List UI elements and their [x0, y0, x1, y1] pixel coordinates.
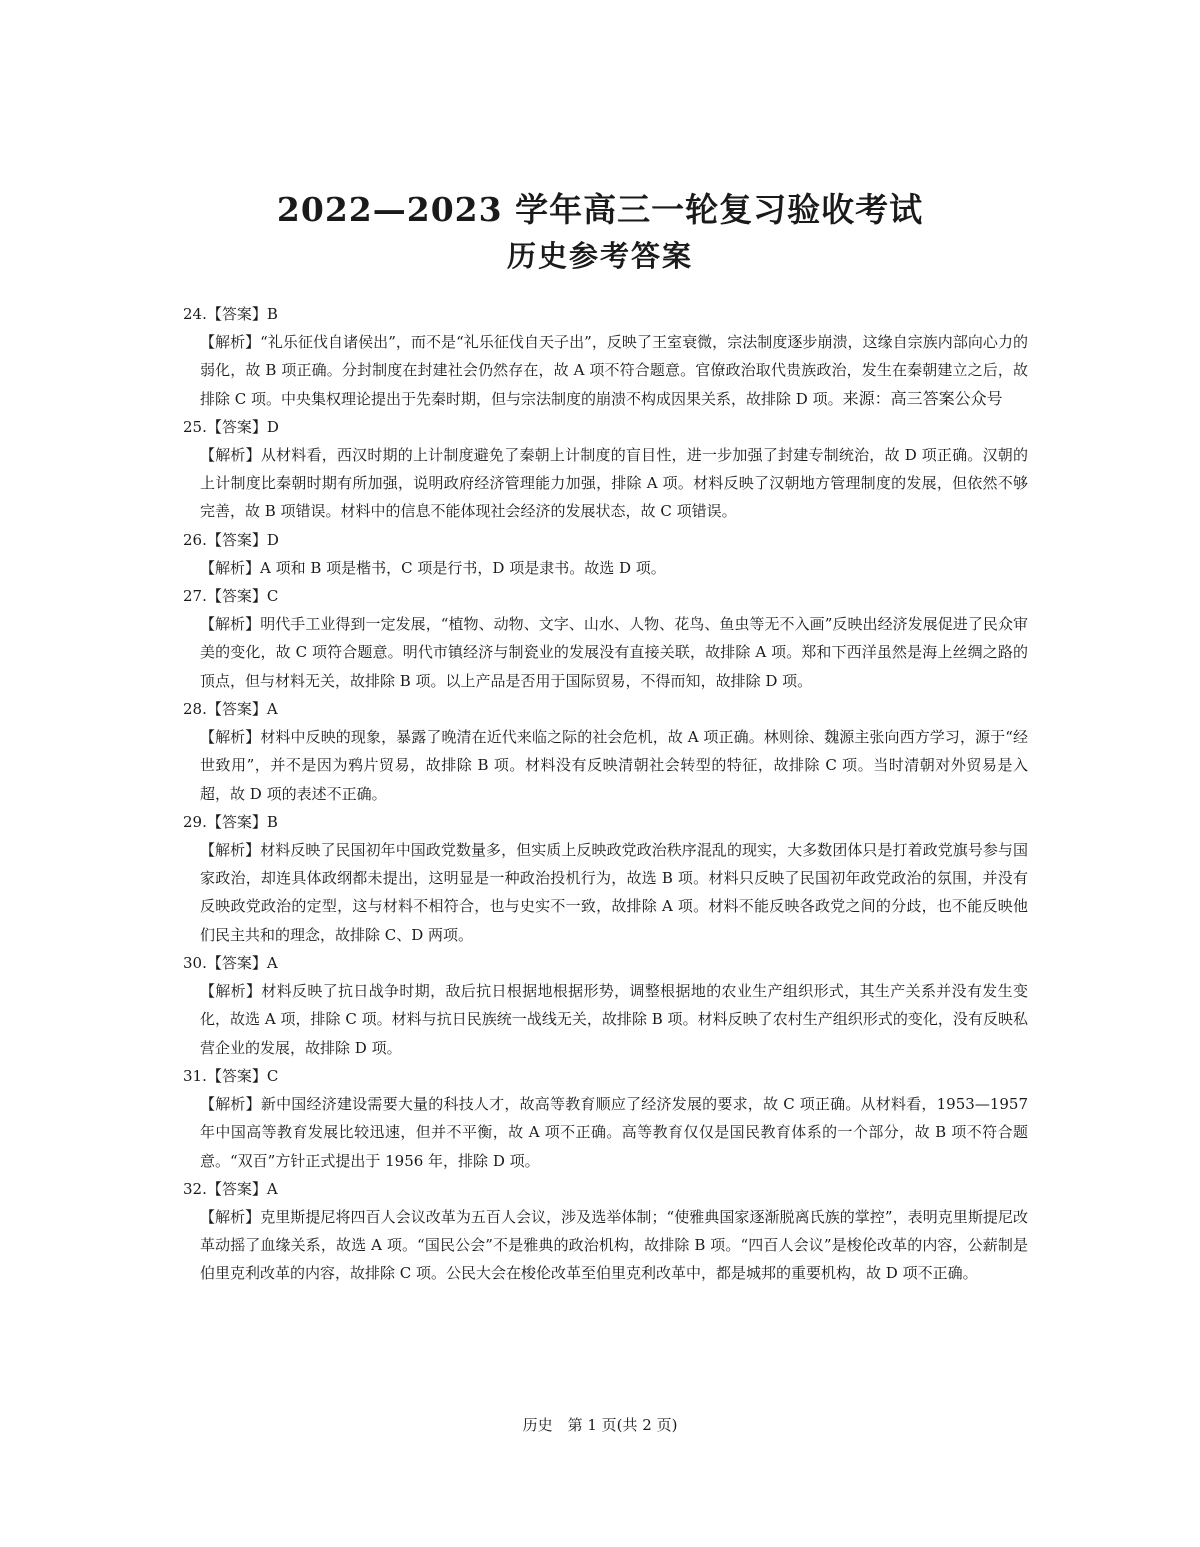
answer-label: 【答案】B	[206, 305, 278, 323]
answer-label: 【答案】D	[206, 417, 279, 436]
question-25	[183, 413, 1028, 526]
question-number: 30.	[183, 954, 207, 973]
question-number: 29.	[183, 812, 207, 831]
answer-label: 【答案】C	[206, 587, 279, 606]
analysis-text: 【解析】材料反映了抗日战争时期，敌后抗日根据地根据形势，调整根据地的农业生产组织形式，其生产关系并没有发生变化，故选 A 项，排除 C 项。材料与抗日民族统一战线无关，故排除 B 项。材料反映了农村生产组织形式的变化，没有反映私营企业的发展，故排除 D 项。	[200, 982, 1028, 1057]
analysis-text: 【解析】新中国经济建设需要大量的科技人才，故高等教育顺应了经济发展的要求，故 C 项正确。从材料看，1953—1957 年中国高等教育发展比较迅速，但并不平衡，故 A 项不正确。高等教育仅仅是国民教育体系的一个部分，故 B 项不符合题意。“双百”方针正式提出于 1956 年，排除 D 项。	[200, 1094, 1028, 1170]
question-number: 32.	[183, 1179, 207, 1198]
question-27	[183, 582, 1028, 695]
analysis-text: 【解析】明代手工业得到一定发展，“植物、动物、文字、山水、人物、花鸟、鱼虫等无不入画”反映出经济发展促进了民众审美的变化，故 C 项符合题意。明代市镇经济与制瓷业的发展没有直接关联，故排除 A 项。郑和下西洋虽然是海上丝绸之路的顶点，但与材料无关，故排除 B 项。以上产品是否用于国际贸易，不得而知，故排除 D 项。	[200, 615, 1028, 690]
answer-label: 【答案】A	[206, 1179, 278, 1198]
question-number: 31.	[183, 1066, 207, 1085]
analysis-text: 【解析】克里斯提尼将四百人会议改革为五百人会议，涉及选举体制；“使雅典国家逐渐脱离氏族的掌控”，表明克里斯提尼改革动摇了血缘关系，故选 A 项。“国民公会”不是雅典的政治机构，故排除 B 项。“四百人会议”是梭伦改革的内容，公薪制是伯里克利改革的内容，故排除 C 项。公民大会在梭伦改革至伯里克利改革中，都是城邦的重要机构，故 D 项不正确。	[200, 1207, 1028, 1283]
question-number: 25.	[183, 417, 207, 436]
analysis-text: 【解析】从材料看，西汉时期的上计制度避免了秦朝上计制度的盲目性，进一步加强了封建专制统治，故 D 项正确。汉朝的上计制度比秦朝时期有所加强，说明政府经济管理能力加强，排除 A 项。材料反映了汉朝地方管理制度的发展，但依然不够完善，故 B 项错误。材料中的信息不能体现社会经济的发展状态，故 C 项错误。	[200, 445, 1028, 521]
question-number: 28.	[183, 699, 207, 718]
analysis-text: 【解析】A 项和 B 项是楷书，C 项是行书，D 项是隶书。故选 D 项。	[200, 558, 666, 577]
analysis-text: 【解析】材料反映了民国初年中国政党数量多，但实质上反映政党政治秩序混乱的现实，大多数团体只是打着政党旗号参与国家政治，却连具体政纲都未提出，这明显是一种政治投机行为，故选 B 项。材料只反映了民国初年政党政治的氛围，并没有反映政党政治的定型，这与材料不相符合，也与史实不一致，故排除 A 项。材料不能反映各政党之间的分歧，也不能反映他们民主共和的理念，故排除 C、D 两项。	[200, 840, 1028, 944]
answer-label: 【答案】C	[206, 1066, 279, 1085]
page-subtitle: 历史参考答案	[506, 239, 693, 273]
question-26	[183, 526, 1028, 582]
question-31	[183, 1062, 1028, 1175]
question-29	[183, 808, 1028, 949]
question-28	[183, 695, 1028, 808]
source-note: 来源：高三答案公众号	[842, 388, 1003, 408]
question-24	[183, 300, 1028, 413]
analysis-text: 【解析】“礼乐征伐自诸侯出”，而不是“礼乐征伐自天子出”，反映了王室衰微，宗法制度逐步崩溃，这缘自宗族内部向心力的弱化，故 B 项正确。分封制度在封建社会仍然存在，故 A 项不符合题意。官僚政治取代贵族政治，发生在秦朝建立之后，故排除 C 项。中央集权理论提出于先秦时期，但与宗法制度的崩溃不构成因果关系，故排除 D 项。	[200, 333, 1028, 408]
question-number: 27.	[183, 587, 207, 606]
question-number: 24.	[183, 305, 207, 323]
analysis-text: 【解析】材料中反映的现象，暴露了晚清在近代来临之际的社会危机，故 A 项正确。林则徐、魏源主张向西方学习，源于“经世致用”，并不是因为鸦片贸易，故排除 B 项。材料没有反映清朝社会转型的特征，故排除 C 项。当时清朝对外贸易是入超，故 D 项的表述不正确。	[200, 727, 1028, 803]
question-32	[183, 1175, 1028, 1288]
page-footer: 历史 第 1 页(共 2 页)	[522, 1416, 678, 1434]
answers-list	[183, 300, 1028, 1288]
question-30	[183, 949, 1028, 1062]
question-number: 26.	[183, 530, 207, 549]
page-title: 2022—2023 学年高三一轮复习验收考试	[276, 190, 924, 229]
answer-label: 【答案】A	[206, 954, 278, 973]
answer-label: 【答案】B	[206, 812, 278, 831]
answer-label: 【答案】A	[206, 699, 278, 718]
answer-label: 【答案】D	[206, 530, 279, 549]
